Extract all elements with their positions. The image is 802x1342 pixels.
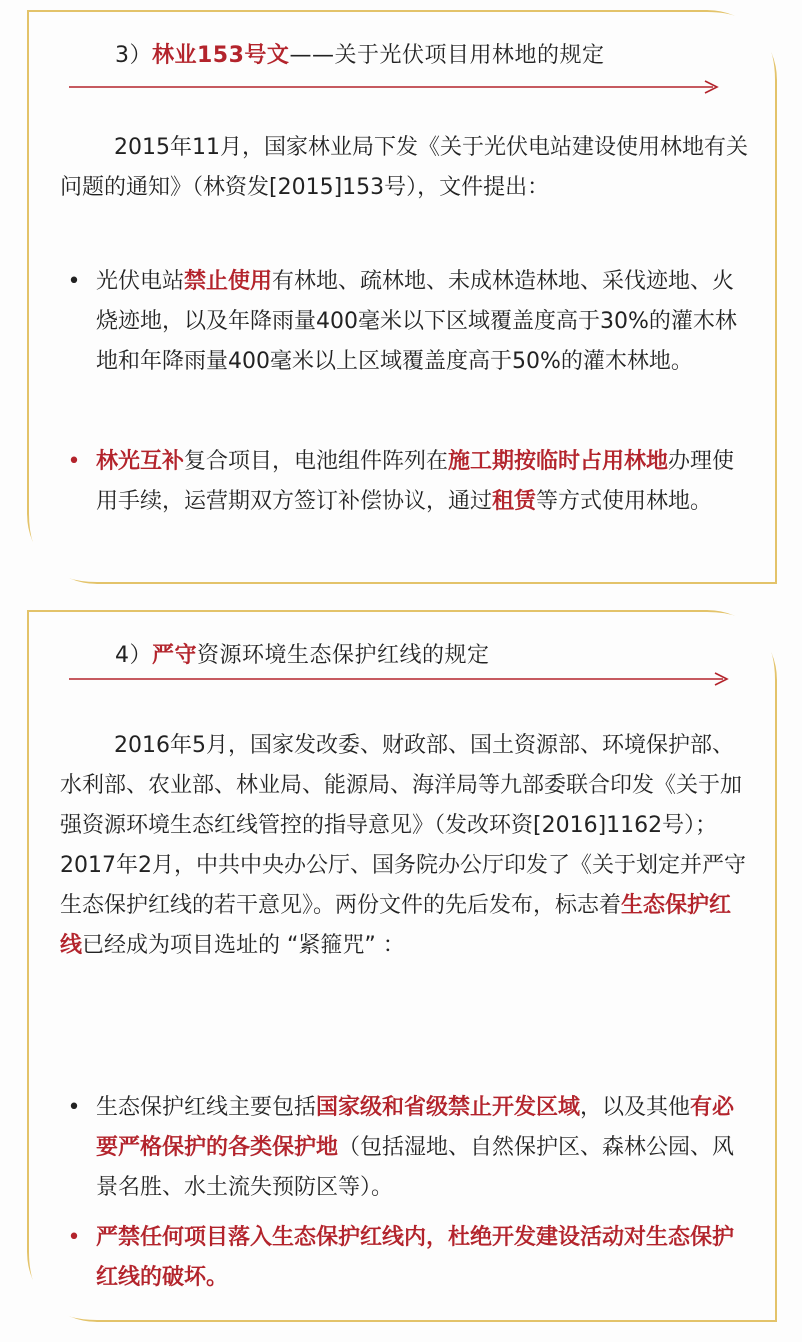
bullet-dot: • (67, 449, 81, 474)
arrow-divider (69, 80, 719, 94)
section-4-intro: 2016年5月，国家发改委、财政部、国土资源部、环境保护部、水利部、农业部、林业局、能源局、海洋局等九部委联合印发《关于加强资源环境生态红线管控的指导意见》（发改环资[2016]1162号）；2017年2月，中共中央办公厅、国务院办公厅印发了《关于划定并严守生态保护红线的若干意见》。两份文件的先后发布，标志着生态保护红线已经成为项目选址的 “紧箍咒” ： (60, 733, 746, 958)
heading-highlight: 林业153号文 (152, 43, 290, 68)
section-4-card (27, 610, 777, 1322)
section-3-intro: 2015年11月，国家林业局下发《关于光伏电站建设使用林地有关问题的通知》（林资发[2015]153号），文件提出： (60, 135, 748, 200)
bullet-dot: • (67, 1095, 81, 1120)
card-frame (27, 610, 777, 1322)
bullet-dot: • (67, 1225, 81, 1250)
section-4-bullet-2: • 严禁任何项目落入生态保护红线内，杜绝开发建设活动对生态保护红线的破坏。 (60, 1218, 740, 1298)
bullet-dot: • (67, 269, 81, 294)
section-3-heading: 3）林业153号文——关于光伏项目用林地的规定 (115, 43, 605, 68)
arrow-divider (69, 672, 729, 686)
section-4-heading: 4）严守资源环境生态保护红线的规定 (115, 643, 490, 668)
section-3-card (27, 10, 777, 584)
section-4-bullet-1: • 生态保护红线主要包括国家级和省级禁止开发区域，以及其他有必要严格保护的各类保护地（包括湿地、自然保护区、森林公园、风景名胜、水土流失预防区等）。 (60, 1088, 740, 1208)
section-3-bullet-2: • 林光互补复合项目，电池组件阵列在施工期按临时占用林地办理使用手续，运营期双方签订补偿协议，通过租赁等方式使用林地。 (60, 442, 740, 522)
section-3-bullet-1: • 光伏电站禁止使用有林地、疏林地、未成林造林地、采伐迹地、火烧迹地，以及年降雨量400毫米以下区域覆盖度高于30%的灌木林地和年降雨量400毫米以上区域覆盖度高于50%的灌木林地。 (60, 262, 740, 382)
heading-highlight: 严守 (152, 643, 198, 668)
